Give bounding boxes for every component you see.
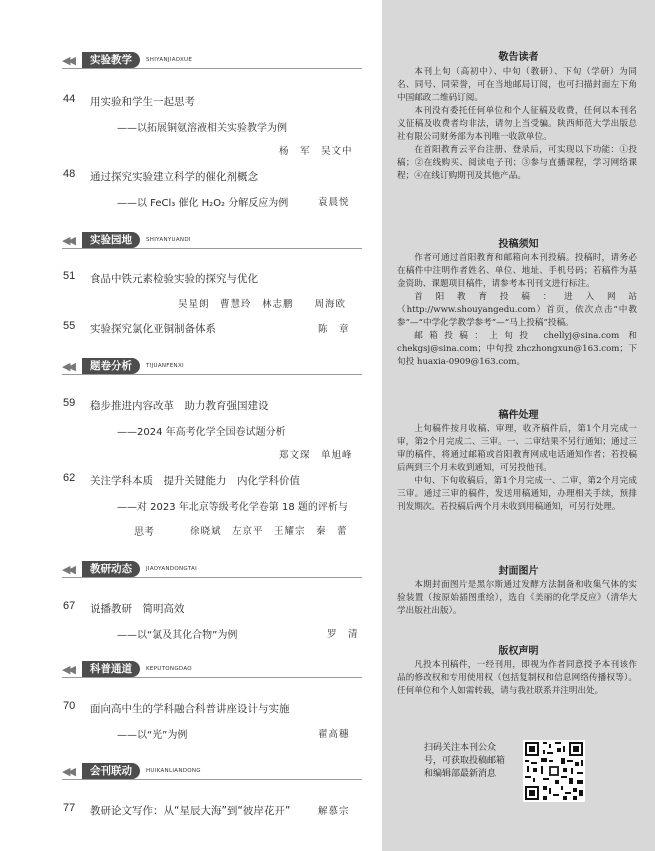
article-subtitle: ——以“光”为例	[117, 730, 188, 741]
submission-paragraph: 作者可通过首阳教育和邮箱向本刊投稿。投稿时，请务必在稿件中注明作者姓名、单位、地址、手机号码；若稿件为基金资助、课题项目稿件，请参考本刊刊文进行标注。	[397, 253, 637, 289]
article-authors: 陈 章	[318, 324, 350, 335]
double-arrow-icon: ◀◀	[62, 233, 73, 247]
article-authors: 翟高穗	[318, 729, 350, 740]
submission-heading: 投稿须知	[498, 239, 539, 250]
article-authors: 徐晓斌 左京平 王耀宗 秦 蕾	[190, 526, 348, 537]
article-authors: 郑文琛 单旭峰	[279, 450, 353, 461]
article-authors: 袁晨悦	[318, 197, 350, 208]
page-number: 59	[63, 397, 76, 409]
qr-code-icon[interactable]	[523, 740, 585, 802]
article-subtitle: ——以 FeCl₃ 催化 H₂O₂ 分解反应为例	[117, 198, 289, 209]
article-title[interactable]: 通过探究实验建立科学的催化剂概念	[90, 171, 258, 183]
submission-paragraph: 首阳教育投稿：进入网站（http://www.shouyangedu.com）首页，依次点击“中教参”—“中学化学教学参考”—“马上投稿”投稿。	[397, 292, 637, 328]
double-arrow-icon: ◀◀	[62, 562, 73, 576]
double-arrow-icon: ◀◀	[62, 662, 73, 676]
cover-heading: 封面图片	[498, 566, 539, 577]
divider	[62, 374, 362, 375]
divider	[62, 248, 362, 249]
page-number: 77	[63, 802, 76, 814]
processing-paragraph: 中旬、下旬收稿后，第1个月完成一、二审，第2个月完成三审。通过三审的稿件，发送用稿通知，办理相关手续，预排刊发期次。若投稿后两个月未收到用稿通知，可另行处理。	[397, 476, 637, 512]
article-subtitle: ——2024 年高考化学全国卷试题分析	[117, 427, 286, 438]
processing-body	[397, 423, 637, 514]
article-subtitle: ——以拓展铜氨溶液相关实验教学为例	[117, 123, 287, 134]
article-subtitle-continued: 思考	[134, 527, 154, 538]
copyright-heading: 版权声明	[498, 646, 539, 657]
section-label: 题卷分析	[82, 358, 140, 374]
copyright-paragraph: 凡投本刊稿件，一经刊用，即视为作者同意授予本刊该作品的修改权和专用使用权（包括复制权和信息网络传播权等）。任何单位和个人如需转载，请与我社联系并注明出处。	[397, 660, 637, 696]
section-header	[62, 561, 197, 577]
page-number: 62	[63, 472, 76, 484]
section-header	[62, 763, 201, 779]
article-title[interactable]: 说播教研 简明高效	[90, 603, 185, 615]
page-number: 44	[63, 93, 76, 105]
submission-paragraph: 邮箱投稿：上旬投 chellyj@sina.com 和 chekgsj@sina.com；中旬投 zhczhongxun@163.com；下旬投 huaxia-0909@163.com。	[397, 331, 637, 367]
article-title[interactable]: 教研论文写作：从“星辰大海”到“彼岸花开”	[90, 805, 291, 817]
divider	[62, 577, 362, 578]
article-authors: 杨 军 吴文中	[279, 146, 353, 157]
double-arrow-icon: ◀◀	[62, 359, 73, 373]
section-pinyin: SHIYANJIAOXUE	[146, 57, 193, 63]
section-label: 科普通道	[82, 661, 140, 677]
section-label: 实验园地	[82, 232, 140, 248]
section-label: 会刊联动	[82, 763, 140, 779]
notice-paragraph: 本刊没有委托任何单位和个人征稿及收费，任何以本刊名义征稿及收费者均非法，请勿上当受骗。陕西师范大学出版总社有限公司财务部为本刊唯一收款单位。	[397, 106, 637, 142]
article-title[interactable]: 用实验和学生一起思考	[90, 96, 195, 108]
section-header	[62, 232, 191, 248]
article-title[interactable]: 食品中铁元素检验实验的探究与优化	[90, 273, 258, 285]
divider	[62, 68, 362, 69]
notice-heading: 敬告读者	[498, 52, 539, 63]
article-subtitle: ——对 2023 年北京等级考化学卷第 18 题的评析与	[117, 502, 348, 513]
cover-body	[397, 579, 637, 618]
section-pinyin: KEPUTONGDAO	[146, 666, 192, 672]
qr-code-graphic	[523, 740, 585, 802]
section-pinyin: HUIKANLIANDONG	[146, 768, 201, 774]
section-label: 实验教学	[82, 52, 140, 68]
submission-body	[397, 252, 637, 369]
section-header	[62, 358, 184, 374]
divider	[62, 677, 362, 678]
copyright-body	[397, 659, 637, 698]
section-label: 教研动态	[82, 561, 140, 577]
divider	[62, 779, 362, 780]
section-header	[62, 52, 192, 68]
page-number: 67	[63, 600, 76, 612]
section-pinyin: JIAOYANDONGTAI	[146, 566, 198, 572]
page-number: 51	[63, 270, 76, 282]
page-number: 55	[63, 320, 76, 332]
notice-paragraph: 在首阳教育云平台注册、登录后，可实现以下功能：①投稿；②在线购买、阅读电子刊；③参与直播课程，学习网络课程；④在线订购期刊及其他产品。	[397, 145, 637, 181]
section-pinyin: SHIYANYUANDI	[146, 237, 191, 243]
article-title[interactable]: 面向高中生的学科融合科普讲座设计与实施	[90, 703, 290, 715]
article-authors: 解慕宗	[318, 806, 350, 817]
article-title[interactable]: 实验探究氯化亚铜制备体系	[90, 323, 216, 335]
page-number: 48	[63, 168, 76, 180]
qr-caption: 扫码关注本刊公众号，可获取投稿邮箱和编辑部最新消息	[424, 743, 506, 779]
article-authors: 罗 清	[327, 629, 359, 640]
page-number: 70	[63, 700, 76, 712]
double-arrow-icon: ◀◀	[62, 764, 73, 778]
processing-paragraph: 上旬稿件按月收稿、审理，收齐稿件后，第1个月完成一审，第2个月完成二、三审。一、二审结果不另行通知；通过三审的稿件，将通过邮箱或首阳教育网成电话通知作者；若投稿后两到三个月未收到通知，可另投他刊。	[397, 424, 637, 473]
article-title[interactable]: 稳步推进内容改革 助力教育强国建设	[90, 400, 269, 412]
cover-paragraph: 本期封面图片是黑尔斯通过发酵方法制备和收集气体的实验装置（按原始插图重绘），选自《美丽的化学反应》（清华大学出版社出版）。	[397, 580, 637, 616]
double-arrow-icon: ◀◀	[62, 53, 73, 67]
section-header	[62, 661, 192, 677]
notice-paragraph: 本刊上旬（高初中）、中旬（教研）、下旬（学研）为同名、同号、同荣誉，可在当地邮局订阅，也可扫描封面左下角中国邮政二维码订阅。	[397, 67, 637, 103]
section-pinyin: TIJUANFENXI	[146, 363, 184, 369]
article-title[interactable]: 关注学科本质 提升关键能力 内化学科价值	[90, 475, 300, 487]
article-authors: 吴星朗 曹慧玲 林志鹏 周海欧	[178, 299, 347, 310]
processing-heading: 稿件处理	[498, 410, 539, 421]
article-subtitle: ——以“氯及其化合物”为例	[117, 630, 238, 641]
notice-body	[397, 66, 637, 183]
